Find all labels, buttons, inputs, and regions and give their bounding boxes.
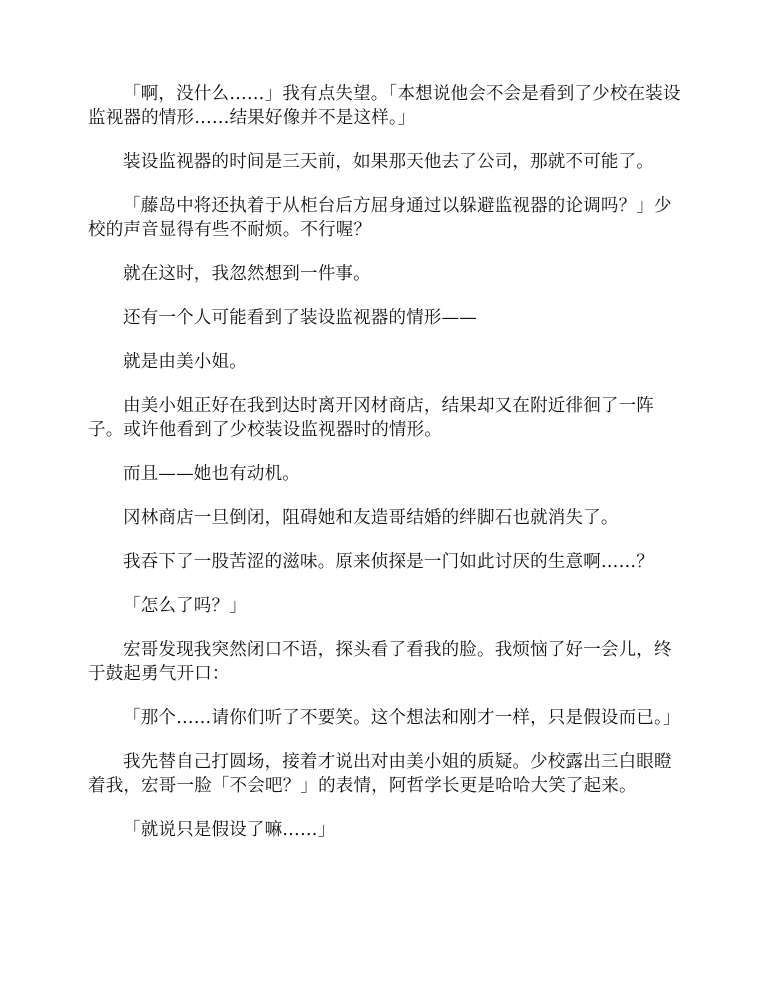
paragraph-2: 装设监视器的时间是三天前，如果那天他去了公司，那就不可能了。 (123, 152, 654, 172)
paragraph-8: 而且——她也有动机。 (123, 464, 300, 484)
paragraph-7: 由美小姐正好在我到达时离开冈材商店，结果却又在附近徘徊了一阵子。或许他看到了少校装设监视器时的情形。 (88, 396, 654, 440)
paragraph-9: 冈林商店一旦倒闭，阻碍她和友造哥结婚的绊脚石也就消失了。 (123, 508, 619, 528)
paragraph-15: 「就说只是假设了嘛……」 (123, 820, 336, 840)
paragraph-5: 还有一个人可能看到了装设监视器的情形—— (123, 308, 477, 328)
paragraph-11: 「怎么了吗？」 (123, 596, 247, 616)
paragraph-3: 「藤岛中将还执着于从柜台后方屈身通过以躲避监视器的论调吗？」少校的声音显得有些不耐烦。不行喔？ (88, 196, 672, 240)
paragraph-1: 「啊，没什么……」我有点失望。「本想说他会不会是看到了少校在装设监视器的情形……结果好像并不是这样。」 (88, 84, 681, 128)
paragraph-10: 我吞下了一股苦涩的滋味。原来侦探是一门如此讨厌的生意啊……？ (123, 552, 654, 572)
paragraph-6: 就是由美小姐。 (123, 352, 247, 372)
paragraph-12: 宏哥发现我突然闭口不语，探头看了看我的脸。我烦恼了好一会儿，终于鼓起勇气开口： (88, 640, 672, 684)
paragraph-4: 就在这时，我忽然想到一件事。 (123, 264, 371, 284)
paragraph-14: 我先替自己打圆场，接着才说出对由美小姐的质疑。少校露出三白眼瞪着我，宏哥一脸「不会吧？」的表情，阿哲学长更是哈哈大笑了起来。 (88, 752, 672, 796)
paragraph-13: 「那个……请你们听了不要笑。这个想法和刚才一样，只是假设而已。」 (123, 708, 681, 728)
